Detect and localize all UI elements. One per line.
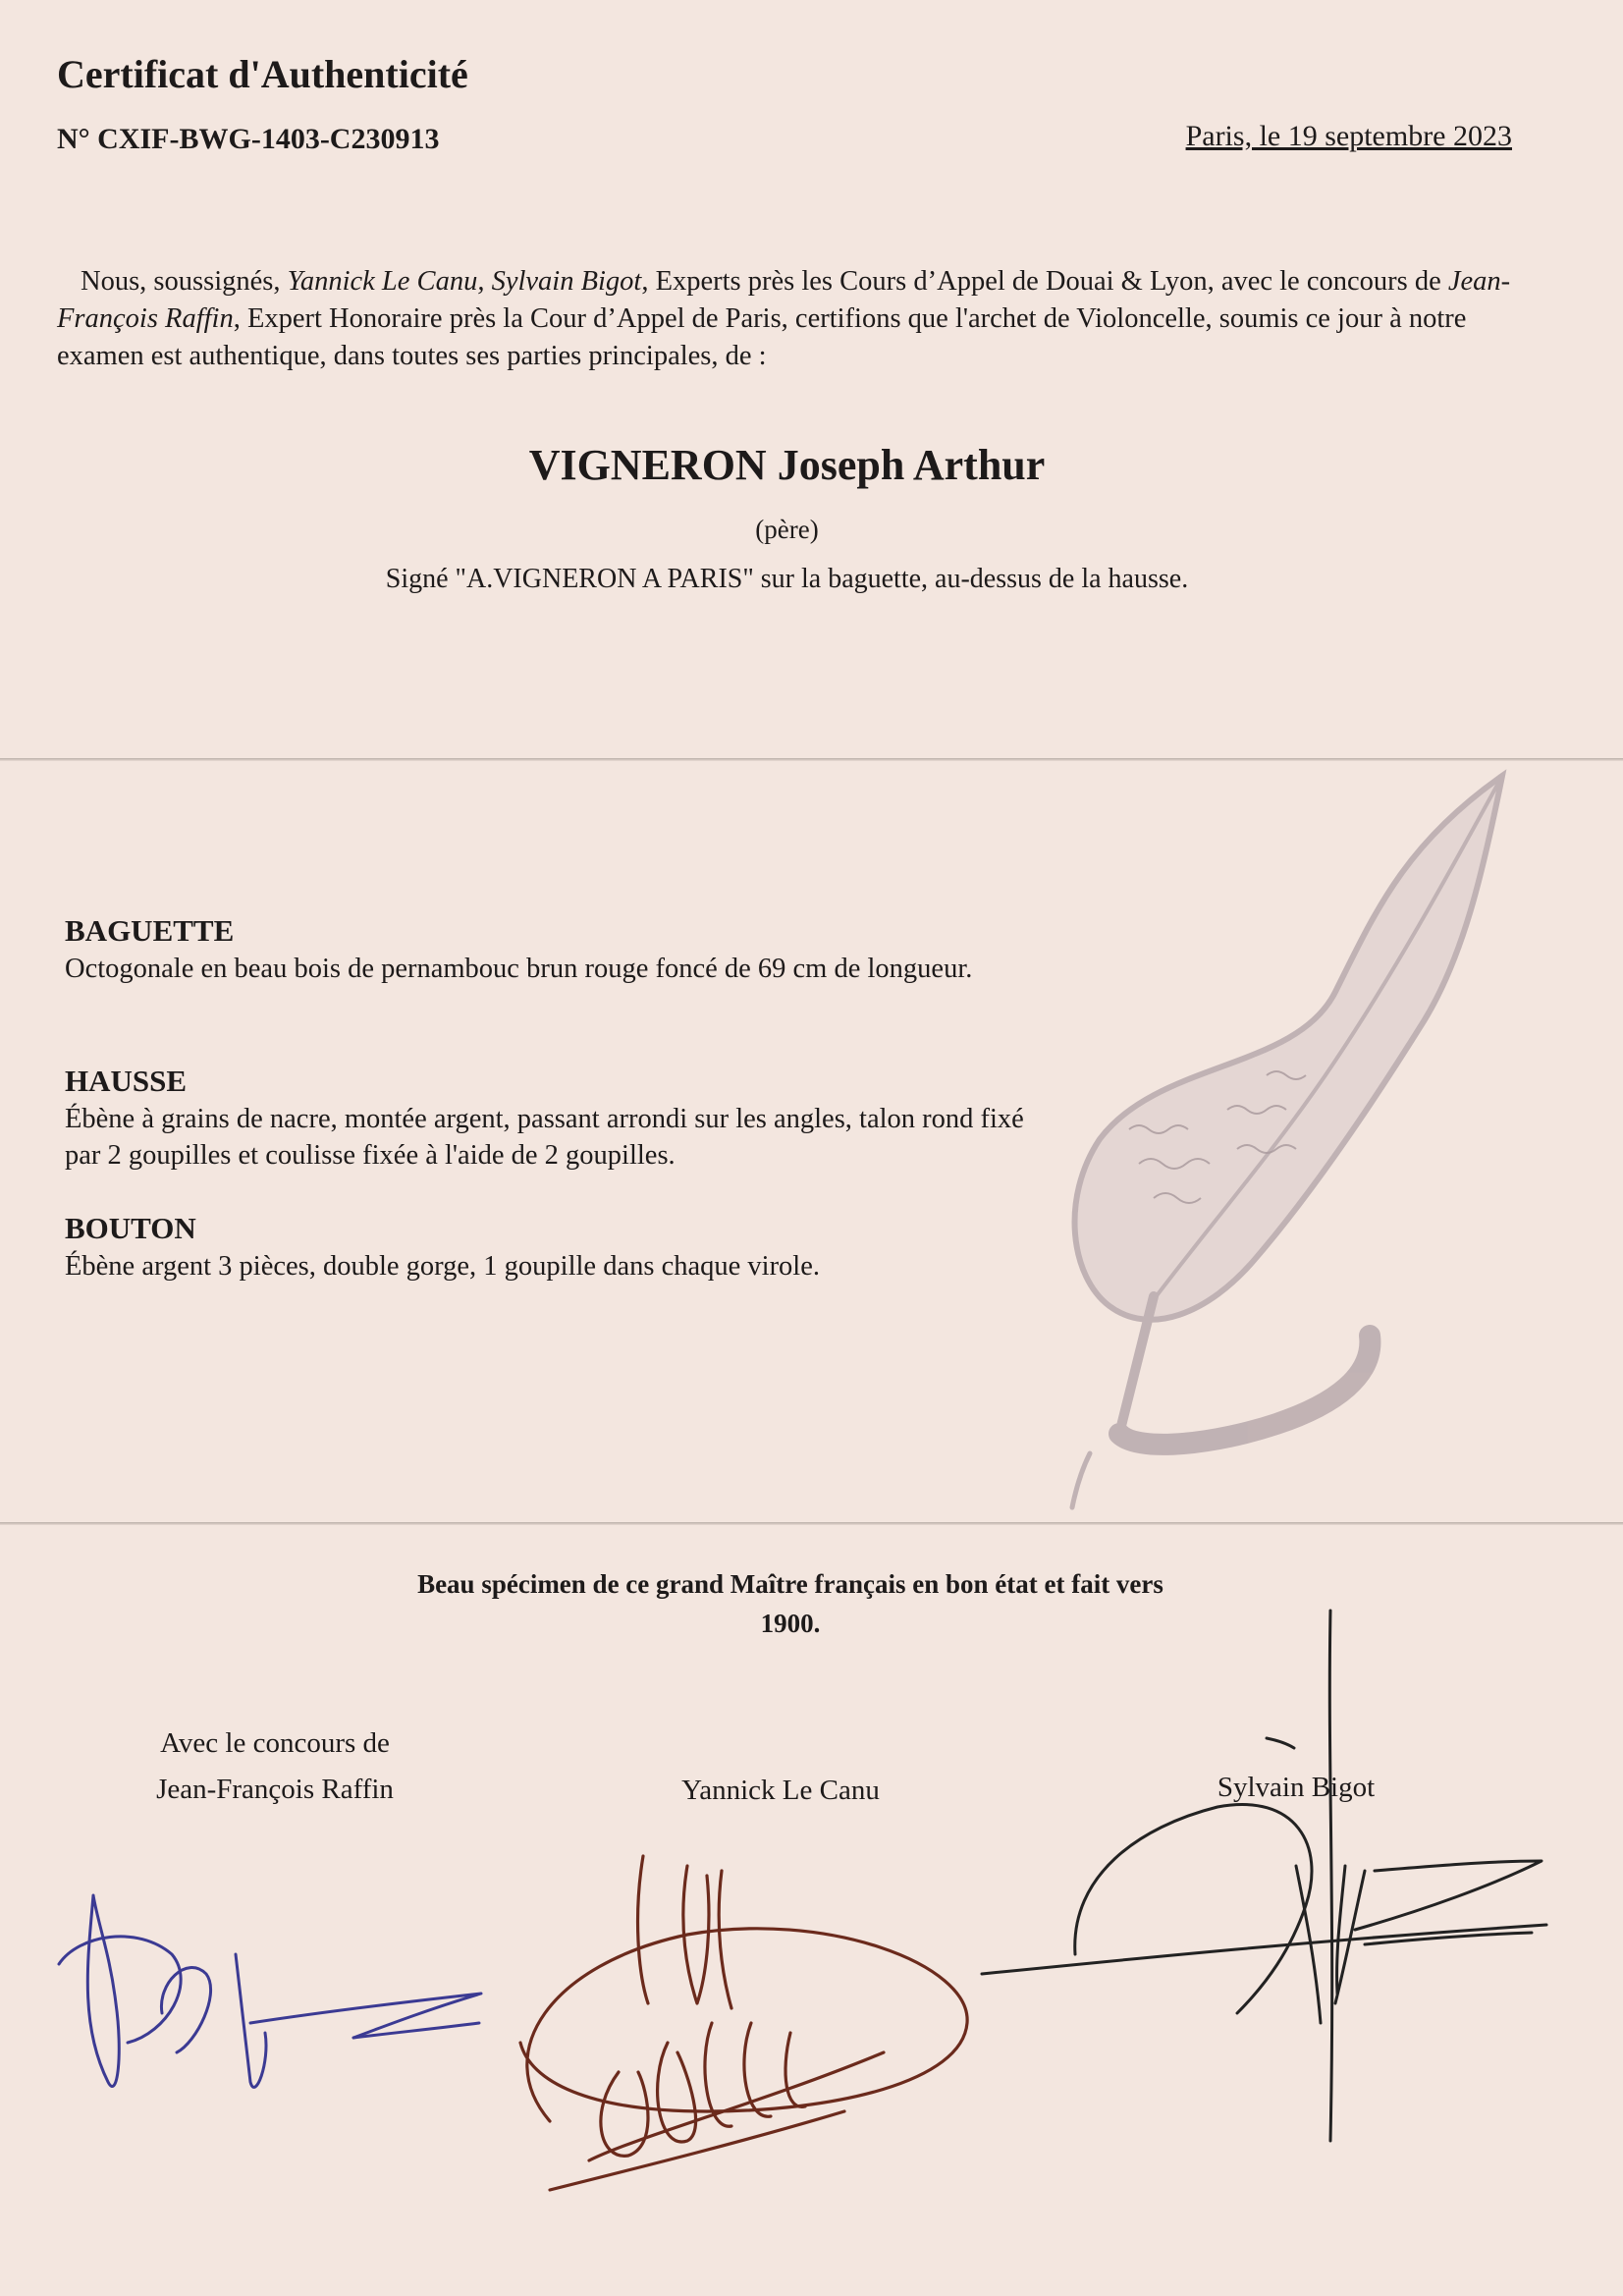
maker-subtitle: (père) <box>755 515 819 544</box>
intro-part-3: , Expert Honoraire près la Cour d’Appel de Paris, certifions que l'archet de Violoncelle, soumis ce jour à notre examen est authentique, dans toutes ses parties principales, de : <box>57 303 1467 371</box>
conclusion-line-2: 1900. <box>760 1609 821 1638</box>
maker-signature-note: Signé "A.VIGNERON A PARIS" sur la baguette, au-dessus de la hausse. <box>385 564 1189 594</box>
section-hausse-title: HAUSSE <box>65 1064 188 1098</box>
certificate-date: Paris, le 19 septembre 2023 <box>1185 120 1512 152</box>
section-baguette-title: BAGUETTE <box>65 913 235 948</box>
intro-part-1: Nous, soussignés, <box>81 266 288 297</box>
maker-name: VIGNERON Joseph Arthur <box>528 441 1046 489</box>
intro-honorary-expert: Jean-François Raffin <box>57 266 1511 334</box>
section-bouton-title: BOUTON <box>65 1211 196 1245</box>
signature-bigot <box>982 1611 1546 2141</box>
signatory-bigot-label: Sylvain Bigot <box>1217 1772 1376 1803</box>
section-baguette-text: Octogonale en beau bois de pernambouc brun rouge foncé de 69 cm de longueur. <box>65 954 973 984</box>
signatory-raffin-line-1: Avec le concours de <box>160 1727 390 1759</box>
signatory-raffin-line-2: Jean-François Raffin <box>156 1774 394 1805</box>
intro-part-2: , Experts près les Cours d’Appel de Douai & Lyon, avec le concours de <box>641 266 1448 297</box>
signature-raffin <box>59 1895 481 2087</box>
section-bouton-text: Ébène argent 3 pièces, double gorge, 1 goupille dans chaque virole. <box>65 1251 820 1282</box>
intro-experts: Yannick Le Canu, Sylvain Bigot <box>287 266 642 297</box>
signature-lecanu <box>520 1856 967 2190</box>
certificate-number: N° CXIF-BWG-1403-C230913 <box>57 123 440 155</box>
certificate-title: Certificat d'Authenticité <box>57 52 468 96</box>
signatory-lecanu-label: Yannick Le Canu <box>681 1775 880 1806</box>
section-hausse-text: Ébène à grains de nacre, montée argent, passant arrondi sur les angles, talon rond fixé par 2 goupilles et coulisse fixée à l'aide de 2 goupilles. <box>65 1104 1024 1171</box>
conclusion-line-1: Beau spécimen de ce grand Maître français en bon état et fait vers <box>417 1569 1163 1599</box>
